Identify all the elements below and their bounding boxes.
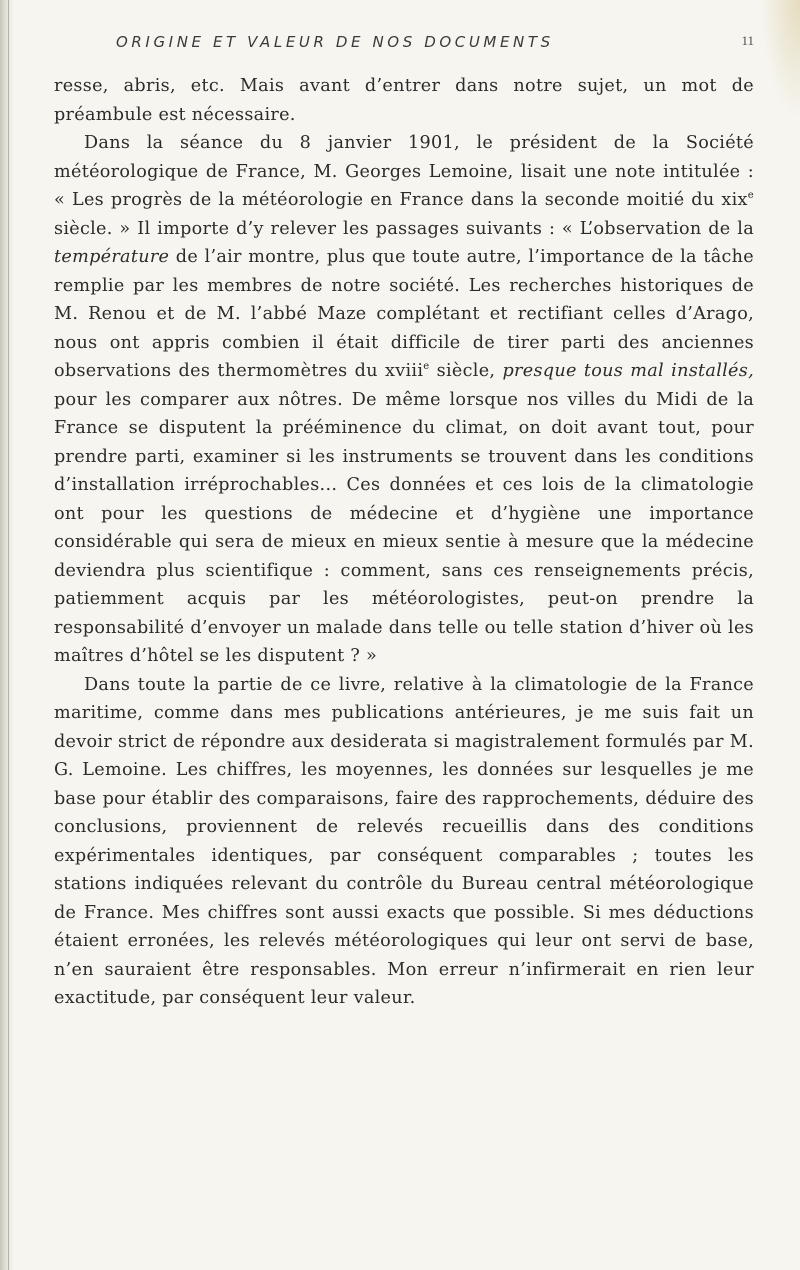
page-gutter-shadow bbox=[0, 0, 14, 1270]
italic-phrase: presque tous mal installés, bbox=[502, 361, 754, 381]
paragraph-segment: siècle. » Il importe d’y relever les passages suivants : « L’observation de la bbox=[54, 218, 754, 239]
paragraph-2 bbox=[54, 129, 754, 671]
running-head-title: ORIGINE ET VALEUR DE NOS DOCUMENTS bbox=[116, 33, 554, 51]
running-head bbox=[54, 33, 754, 57]
superscript-e: e bbox=[747, 190, 754, 202]
paragraph-segment: resse, abris, etc. Mais avant d’entrer dans notre sujet, un mot de préambule est nécessaire. bbox=[54, 76, 754, 125]
paragraph-segment: siècle, bbox=[429, 361, 503, 381]
paragraph-segment: Dans la séance du 8 janvier 1901, le président de la Société météorologique de France, M. Georges Lemoine, lisait une note intitulée : « Les progrès de la météorologie en France dans la seconde moitié du xix bbox=[54, 133, 754, 210]
paragraph-1 bbox=[54, 72, 754, 129]
page-number: 11 bbox=[741, 33, 754, 48]
superscript-e: e bbox=[423, 361, 430, 373]
gutter-fold-line bbox=[8, 0, 9, 1270]
italic-term: température bbox=[54, 247, 170, 267]
paragraph-segment: de l’air montre, plus que toute autre, l’importance de la tâche remplie par les membres de notre société. Les recherches historiques de M. Renou et de M. l’abbé Maze complétant et rectifiant celles d’Arago, nous ont appris combien il était difficile de tirer parti des anciennes observations des thermomètres du xviii bbox=[54, 247, 754, 381]
paragraph-segment: pour les comparer aux nôtres. De même lorsque nos villes du Midi de la France se disputent la prééminence du climat, on doit avant tout, pour prendre parti, examiner si les instruments se trouvent dans les conditions d’installation irréprochables... Ces données et ces lois de la climatologie ont pour les questions de médecine et d’hygiène une importance considérable qui sera de mieux en mieux sentie à mesure que la médecine deviendra plus scientifique : comment, sans ces renseignements précis, patiemment acquis par les météorologistes, peut-on prendre la responsabilité d’envoyer un malade dans telle ou telle station d’hiver où les maîtres d’hôtel se les disputent ? » bbox=[54, 389, 754, 666]
paper-stain bbox=[760, 0, 800, 120]
paragraph-segment: Dans toute la partie de ce livre, relative à la climatologie de la France maritime, comme dans mes publications antérieures, je me suis fait un devoir strict de répondre aux desiderata si magistralement formulés par M. G. Lemoine. Les chiffres, les moyennes, les données sur lesquelles je me base pour établir des comparaisons, faire des rapprochements, déduire des conclusions, proviennent de relevés recueillis dans des conditions expérimentales identiques, par conséquent comparables ; toutes les stations indiquées relevant du contrôle du Bureau central météorologique de France. Mes chiffres sont aussi exacts que possible. Si mes déductions étaient erronées, les relevés météorologiques qui leur ont servi de base, n’en sauraient être responsables. Mon erreur n’infirmerait en rien leur exactitude, par conséquent leur valeur. bbox=[54, 674, 754, 1008]
body-text bbox=[54, 72, 754, 1013]
paragraph-3 bbox=[54, 671, 754, 1013]
